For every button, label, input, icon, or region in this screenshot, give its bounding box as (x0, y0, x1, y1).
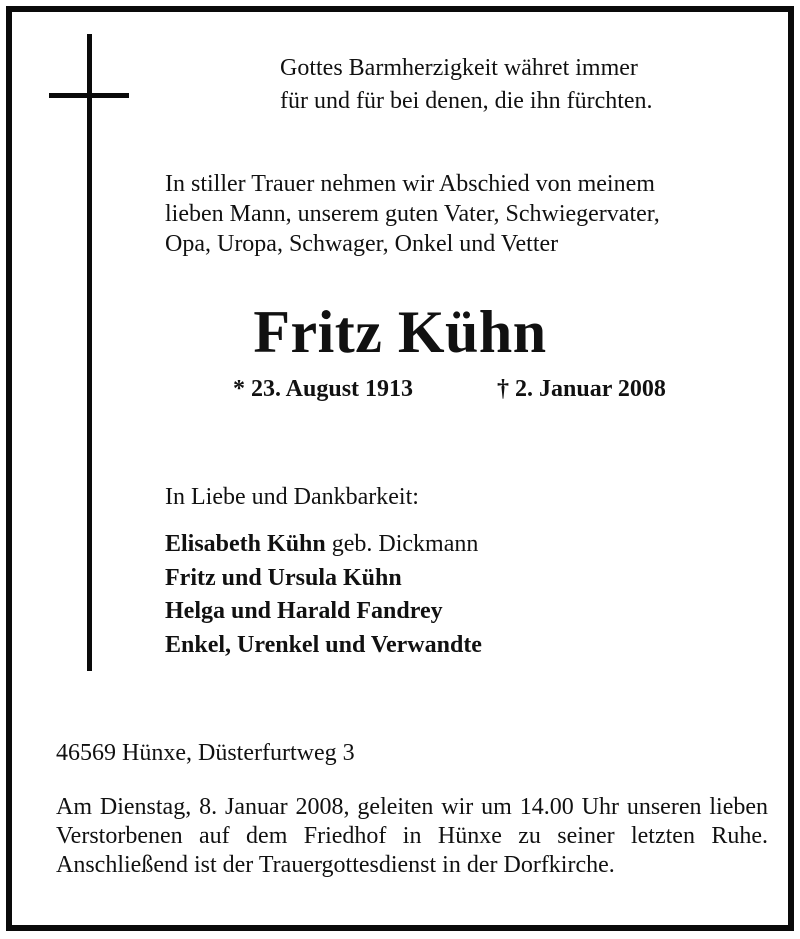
thanks-heading: In Liebe und Dankbarkeit: (165, 484, 419, 510)
cross-icon-bar (49, 93, 129, 98)
mourners-list (165, 528, 482, 662)
intro-line-3: Opa, Uropa, Schwager, Onkel und Vetter (165, 231, 559, 257)
mourner-row: Helga und Harald Fandrey (165, 598, 443, 624)
verse-line-1: Gottes Barmherzigkeit währet immer (280, 55, 638, 81)
intro-line-1: In stiller Trauer nehmen wir Abschied von meinem (165, 171, 655, 197)
funeral-notice: Am Dienstag, 8. Januar 2008, geleiten wir um 14.00 Uhr unseren lieben Verstorbenen auf dem Friedhof in Hünxe zu seiner letzten Ruhe. Anschließend ist der Trauergottesdienst in der Dorfkirche. (56, 794, 768, 878)
birth-date: * 23. August 1913 (233, 376, 414, 402)
bible-verse (280, 52, 653, 118)
mourner-row: Fritz und Ursula Kühn (165, 564, 402, 591)
mourner-row (165, 528, 482, 562)
mourner-maiden-name: geb. Dickmann (325, 531, 479, 557)
family-address: 46569 Hünxe, Düsterfurtweg 3 (56, 740, 355, 766)
verse-line-2: für und für bei denen, die ihn fürchten. (280, 88, 653, 114)
deceased-name: Fritz Kühn (253, 299, 547, 365)
intro-line-2: lieben Mann, unserem guten Vater, Schwiegervater, (165, 201, 660, 227)
death-date: † 2. Januar 2008 (497, 376, 666, 402)
farewell-intro (165, 169, 660, 259)
obituary-frame (6, 6, 794, 931)
mourner-name: Elisabeth Kühn (165, 531, 326, 557)
mourner-row: Enkel, Urenkel und Verwandte (165, 631, 482, 658)
